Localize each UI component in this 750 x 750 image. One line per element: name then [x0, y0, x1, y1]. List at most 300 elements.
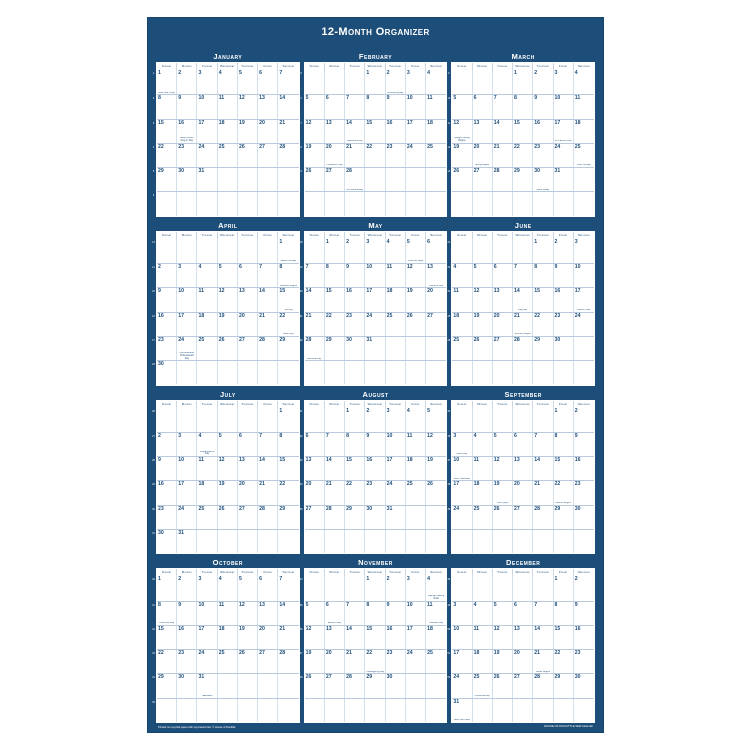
- day-cell[interactable]: [452, 313, 472, 336]
- day-cell[interactable]: [157, 95, 177, 118]
- day-cell[interactable]: [278, 264, 298, 287]
- day-cell[interactable]: [157, 408, 177, 432]
- day-cell[interactable]: [305, 408, 325, 432]
- day-cell[interactable]: [426, 408, 446, 432]
- day-cell[interactable]: [325, 530, 345, 553]
- day-cell[interactable]: [258, 457, 278, 480]
- day-cell[interactable]: [533, 313, 553, 336]
- day-cell[interactable]: [406, 699, 426, 722]
- day-cell[interactable]: [406, 337, 426, 360]
- day-cell[interactable]: [426, 457, 446, 480]
- day-cell[interactable]: [238, 192, 258, 215]
- day-cell[interactable]: [452, 433, 472, 456]
- day-cell[interactable]: [345, 239, 365, 263]
- day-cell[interactable]: [426, 361, 446, 384]
- day-cell[interactable]: [345, 361, 365, 384]
- day-cell[interactable]: [325, 120, 345, 143]
- day-cell[interactable]: [197, 144, 217, 167]
- day-cell[interactable]: [426, 626, 446, 649]
- day-cell[interactable]: [493, 408, 513, 432]
- day-cell[interactable]: [406, 650, 426, 673]
- day-cell[interactable]: [406, 530, 426, 553]
- day-cell[interactable]: [533, 144, 553, 167]
- day-cell[interactable]: [238, 144, 258, 167]
- day-cell[interactable]: [452, 408, 472, 432]
- day-cell[interactable]: [157, 70, 177, 94]
- day-cell[interactable]: [177, 433, 197, 456]
- day-cell[interactable]: [513, 481, 533, 504]
- day-cell[interactable]: [452, 699, 472, 722]
- day-cell[interactable]: [452, 576, 472, 600]
- day-cell[interactable]: [493, 288, 513, 311]
- day-cell[interactable]: [278, 457, 298, 480]
- day-cell[interactable]: [493, 626, 513, 649]
- day-cell[interactable]: [452, 626, 472, 649]
- day-cell[interactable]: [278, 192, 298, 215]
- day-cell[interactable]: [452, 120, 472, 143]
- day-cell[interactable]: [325, 699, 345, 722]
- day-cell[interactable]: [493, 699, 513, 722]
- day-cell[interactable]: [426, 192, 446, 215]
- day-cell[interactable]: [345, 95, 365, 118]
- day-cell[interactable]: [325, 192, 345, 215]
- day-cell[interactable]: [325, 264, 345, 287]
- day-cell[interactable]: [218, 576, 238, 600]
- day-cell[interactable]: [258, 95, 278, 118]
- day-cell[interactable]: [452, 95, 472, 118]
- day-cell[interactable]: [406, 506, 426, 529]
- day-cell[interactable]: [345, 457, 365, 480]
- day-cell[interactable]: [218, 120, 238, 143]
- day-cell[interactable]: [345, 408, 365, 432]
- day-cell[interactable]: [533, 288, 553, 311]
- day-cell[interactable]: [345, 337, 365, 360]
- day-cell[interactable]: [533, 481, 553, 504]
- day-cell[interactable]: [177, 288, 197, 311]
- day-cell[interactable]: [452, 70, 472, 94]
- day-cell[interactable]: [365, 699, 385, 722]
- day-cell[interactable]: [426, 95, 446, 118]
- day-cell[interactable]: [345, 192, 365, 215]
- day-cell[interactable]: [157, 120, 177, 143]
- day-cell[interactable]: [533, 530, 553, 553]
- day-cell[interactable]: [157, 602, 177, 625]
- day-cell[interactable]: [386, 192, 406, 215]
- day-cell[interactable]: [305, 361, 325, 384]
- day-cell[interactable]: [554, 192, 574, 215]
- day-cell[interactable]: [493, 457, 513, 480]
- day-cell[interactable]: [365, 674, 385, 697]
- day-cell[interactable]: [554, 506, 574, 529]
- day-cell[interactable]: [493, 650, 513, 673]
- day-cell[interactable]: [177, 192, 197, 215]
- day-cell[interactable]: [473, 264, 493, 287]
- day-cell[interactable]: [197, 699, 217, 722]
- day-cell[interactable]: [493, 530, 513, 553]
- day-cell[interactable]: [473, 530, 493, 553]
- day-cell[interactable]: [197, 530, 217, 553]
- day-cell[interactable]: [426, 506, 446, 529]
- day-cell[interactable]: [473, 433, 493, 456]
- day-cell[interactable]: [258, 576, 278, 600]
- day-cell[interactable]: [258, 626, 278, 649]
- day-cell[interactable]: [473, 144, 493, 167]
- day-cell[interactable]: [325, 337, 345, 360]
- day-cell[interactable]: [238, 650, 258, 673]
- day-cell[interactable]: [325, 481, 345, 504]
- day-cell[interactable]: [258, 288, 278, 311]
- day-cell[interactable]: [473, 650, 493, 673]
- day-cell[interactable]: [554, 120, 574, 143]
- day-cell[interactable]: [197, 337, 217, 360]
- day-cell[interactable]: [258, 433, 278, 456]
- day-cell[interactable]: [574, 95, 594, 118]
- day-cell[interactable]: [574, 337, 594, 360]
- day-cell[interactable]: [406, 192, 426, 215]
- day-cell[interactable]: [197, 239, 217, 263]
- day-cell[interactable]: [406, 239, 426, 263]
- day-cell[interactable]: [305, 602, 325, 625]
- day-cell[interactable]: [365, 361, 385, 384]
- day-cell[interactable]: [554, 650, 574, 673]
- day-cell[interactable]: [238, 408, 258, 432]
- day-cell[interactable]: [533, 506, 553, 529]
- day-cell[interactable]: [386, 626, 406, 649]
- day-cell[interactable]: [238, 264, 258, 287]
- day-cell[interactable]: [365, 650, 385, 673]
- day-cell[interactable]: [452, 288, 472, 311]
- day-cell[interactable]: [278, 506, 298, 529]
- day-cell[interactable]: [533, 457, 553, 480]
- day-cell[interactable]: [218, 506, 238, 529]
- day-cell[interactable]: [406, 70, 426, 94]
- day-cell[interactable]: [406, 457, 426, 480]
- day-cell[interactable]: [238, 361, 258, 384]
- day-cell[interactable]: [574, 481, 594, 504]
- day-cell[interactable]: [278, 650, 298, 673]
- day-cell[interactable]: [325, 576, 345, 600]
- day-cell[interactable]: [513, 288, 533, 311]
- day-cell[interactable]: [513, 530, 533, 553]
- day-cell[interactable]: [452, 530, 472, 553]
- day-cell[interactable]: [574, 408, 594, 432]
- day-cell[interactable]: [365, 408, 385, 432]
- day-cell[interactable]: [197, 95, 217, 118]
- day-cell[interactable]: [406, 674, 426, 697]
- day-cell[interactable]: [157, 626, 177, 649]
- day-cell[interactable]: [258, 674, 278, 697]
- day-cell[interactable]: [238, 70, 258, 94]
- day-cell[interactable]: [325, 361, 345, 384]
- day-cell[interactable]: [533, 674, 553, 697]
- day-cell[interactable]: [513, 457, 533, 480]
- day-cell[interactable]: [426, 288, 446, 311]
- day-cell[interactable]: [493, 95, 513, 118]
- day-cell[interactable]: [452, 361, 472, 384]
- day-cell[interactable]: [574, 144, 594, 167]
- day-cell[interactable]: [493, 70, 513, 94]
- day-cell[interactable]: [345, 699, 365, 722]
- day-cell[interactable]: [452, 264, 472, 287]
- day-cell[interactable]: [513, 674, 533, 697]
- day-cell[interactable]: [533, 433, 553, 456]
- day-cell[interactable]: [473, 699, 493, 722]
- day-cell[interactable]: [554, 602, 574, 625]
- day-cell[interactable]: [386, 288, 406, 311]
- day-cell[interactable]: [305, 239, 325, 263]
- day-cell[interactable]: [452, 144, 472, 167]
- day-cell[interactable]: [426, 313, 446, 336]
- day-cell[interactable]: [177, 95, 197, 118]
- day-cell[interactable]: [365, 168, 385, 191]
- day-cell[interactable]: [218, 626, 238, 649]
- day-cell[interactable]: [386, 433, 406, 456]
- day-cell[interactable]: [278, 70, 298, 94]
- day-cell[interactable]: [452, 192, 472, 215]
- day-cell[interactable]: [386, 530, 406, 553]
- day-cell[interactable]: [513, 602, 533, 625]
- day-cell[interactable]: [218, 408, 238, 432]
- day-cell[interactable]: [177, 576, 197, 600]
- day-cell[interactable]: [258, 361, 278, 384]
- day-cell[interactable]: [533, 120, 553, 143]
- day-cell[interactable]: [305, 530, 325, 553]
- day-cell[interactable]: [452, 602, 472, 625]
- day-cell[interactable]: [473, 239, 493, 263]
- day-cell[interactable]: [157, 361, 177, 384]
- day-cell[interactable]: [177, 408, 197, 432]
- day-cell[interactable]: [493, 264, 513, 287]
- day-cell[interactable]: [305, 168, 325, 191]
- day-cell[interactable]: [177, 530, 197, 553]
- day-cell[interactable]: [197, 650, 217, 673]
- day-cell[interactable]: [426, 144, 446, 167]
- day-cell[interactable]: [157, 168, 177, 191]
- day-cell[interactable]: [513, 120, 533, 143]
- day-cell[interactable]: [238, 576, 258, 600]
- day-cell[interactable]: [554, 361, 574, 384]
- day-cell[interactable]: [386, 650, 406, 673]
- day-cell[interactable]: [365, 506, 385, 529]
- day-cell[interactable]: [365, 239, 385, 263]
- day-cell[interactable]: [493, 674, 513, 697]
- day-cell[interactable]: [473, 313, 493, 336]
- day-cell[interactable]: [574, 70, 594, 94]
- day-cell[interactable]: [386, 361, 406, 384]
- day-cell[interactable]: [574, 120, 594, 143]
- day-cell[interactable]: [365, 264, 385, 287]
- day-cell[interactable]: [258, 650, 278, 673]
- day-cell[interactable]: [426, 699, 446, 722]
- day-cell[interactable]: [218, 264, 238, 287]
- day-cell[interactable]: [513, 433, 533, 456]
- day-cell[interactable]: [218, 239, 238, 263]
- day-cell[interactable]: [218, 361, 238, 384]
- day-cell[interactable]: [218, 313, 238, 336]
- day-cell[interactable]: [278, 361, 298, 384]
- day-cell[interactable]: [452, 650, 472, 673]
- day-cell[interactable]: [218, 144, 238, 167]
- day-cell[interactable]: [406, 264, 426, 287]
- day-cell[interactable]: [305, 674, 325, 697]
- day-cell[interactable]: [157, 457, 177, 480]
- day-cell[interactable]: [305, 457, 325, 480]
- day-cell[interactable]: [513, 192, 533, 215]
- day-cell[interactable]: [493, 313, 513, 336]
- day-cell[interactable]: [554, 457, 574, 480]
- day-cell[interactable]: [554, 144, 574, 167]
- day-cell[interactable]: [406, 433, 426, 456]
- day-cell[interactable]: [278, 408, 298, 432]
- day-cell[interactable]: [513, 313, 533, 336]
- day-cell[interactable]: [365, 576, 385, 600]
- day-cell[interactable]: [574, 506, 594, 529]
- day-cell[interactable]: [238, 530, 258, 553]
- day-cell[interactable]: [258, 192, 278, 215]
- day-cell[interactable]: [452, 457, 472, 480]
- day-cell[interactable]: [554, 433, 574, 456]
- day-cell[interactable]: [426, 530, 446, 553]
- day-cell[interactable]: [513, 506, 533, 529]
- day-cell[interactable]: [325, 239, 345, 263]
- day-cell[interactable]: [554, 239, 574, 263]
- day-cell[interactable]: [574, 674, 594, 697]
- day-cell[interactable]: [574, 650, 594, 673]
- day-cell[interactable]: [473, 95, 493, 118]
- day-cell[interactable]: [513, 699, 533, 722]
- day-cell[interactable]: [493, 481, 513, 504]
- day-cell[interactable]: [157, 481, 177, 504]
- day-cell[interactable]: [218, 650, 238, 673]
- day-cell[interactable]: [426, 674, 446, 697]
- day-cell[interactable]: [258, 144, 278, 167]
- day-cell[interactable]: [177, 699, 197, 722]
- day-cell[interactable]: [473, 457, 493, 480]
- day-cell[interactable]: [197, 70, 217, 94]
- day-cell[interactable]: [218, 288, 238, 311]
- day-cell[interactable]: [473, 192, 493, 215]
- day-cell[interactable]: [177, 144, 197, 167]
- day-cell[interactable]: [386, 120, 406, 143]
- day-cell[interactable]: [473, 120, 493, 143]
- day-cell[interactable]: [365, 144, 385, 167]
- day-cell[interactable]: [197, 506, 217, 529]
- day-cell[interactable]: [238, 288, 258, 311]
- day-cell[interactable]: [278, 144, 298, 167]
- day-cell[interactable]: [197, 288, 217, 311]
- day-cell[interactable]: [365, 313, 385, 336]
- day-cell[interactable]: [258, 264, 278, 287]
- day-cell[interactable]: [554, 530, 574, 553]
- day-cell[interactable]: [258, 313, 278, 336]
- day-cell[interactable]: [157, 530, 177, 553]
- day-cell[interactable]: [157, 433, 177, 456]
- day-cell[interactable]: [345, 481, 365, 504]
- day-cell[interactable]: [345, 168, 365, 191]
- day-cell[interactable]: [177, 313, 197, 336]
- day-cell[interactable]: [574, 602, 594, 625]
- day-cell[interactable]: [473, 288, 493, 311]
- day-cell[interactable]: [574, 433, 594, 456]
- day-cell[interactable]: [305, 650, 325, 673]
- day-cell[interactable]: [473, 602, 493, 625]
- day-cell[interactable]: [157, 288, 177, 311]
- day-cell[interactable]: [197, 602, 217, 625]
- day-cell[interactable]: [345, 313, 365, 336]
- day-cell[interactable]: [574, 239, 594, 263]
- day-cell[interactable]: [238, 506, 258, 529]
- day-cell[interactable]: [258, 120, 278, 143]
- day-cell[interactable]: [238, 481, 258, 504]
- day-cell[interactable]: [325, 650, 345, 673]
- day-cell[interactable]: [345, 433, 365, 456]
- day-cell[interactable]: [238, 239, 258, 263]
- day-cell[interactable]: [278, 239, 298, 263]
- day-cell[interactable]: [493, 120, 513, 143]
- day-cell[interactable]: [238, 699, 258, 722]
- day-cell[interactable]: [365, 288, 385, 311]
- day-cell[interactable]: [238, 457, 258, 480]
- day-cell[interactable]: [365, 530, 385, 553]
- day-cell[interactable]: [473, 361, 493, 384]
- day-cell[interactable]: [197, 120, 217, 143]
- day-cell[interactable]: [533, 168, 553, 191]
- day-cell[interactable]: [157, 650, 177, 673]
- day-cell[interactable]: [325, 313, 345, 336]
- day-cell[interactable]: [426, 70, 446, 94]
- day-cell[interactable]: [157, 699, 177, 722]
- day-cell[interactable]: [533, 192, 553, 215]
- day-cell[interactable]: [305, 626, 325, 649]
- day-cell[interactable]: [386, 408, 406, 432]
- day-cell[interactable]: [218, 602, 238, 625]
- day-cell[interactable]: [513, 239, 533, 263]
- day-cell[interactable]: [305, 313, 325, 336]
- day-cell[interactable]: [554, 576, 574, 600]
- day-cell[interactable]: [278, 530, 298, 553]
- day-cell[interactable]: [258, 530, 278, 553]
- day-cell[interactable]: [452, 481, 472, 504]
- day-cell[interactable]: [406, 313, 426, 336]
- day-cell[interactable]: [325, 408, 345, 432]
- day-cell[interactable]: [493, 602, 513, 625]
- day-cell[interactable]: [305, 264, 325, 287]
- day-cell[interactable]: [493, 192, 513, 215]
- day-cell[interactable]: [574, 313, 594, 336]
- day-cell[interactable]: [177, 239, 197, 263]
- day-cell[interactable]: [278, 168, 298, 191]
- day-cell[interactable]: [493, 506, 513, 529]
- day-cell[interactable]: [533, 239, 553, 263]
- day-cell[interactable]: [554, 168, 574, 191]
- day-cell[interactable]: [406, 481, 426, 504]
- day-cell[interactable]: [473, 70, 493, 94]
- day-cell[interactable]: [473, 674, 493, 697]
- day-cell[interactable]: [278, 288, 298, 311]
- day-cell[interactable]: [177, 120, 197, 143]
- day-cell[interactable]: [426, 650, 446, 673]
- day-cell[interactable]: [305, 192, 325, 215]
- day-cell[interactable]: [197, 192, 217, 215]
- day-cell[interactable]: [197, 433, 217, 456]
- day-cell[interactable]: [554, 288, 574, 311]
- day-cell[interactable]: [157, 264, 177, 287]
- day-cell[interactable]: [258, 481, 278, 504]
- day-cell[interactable]: [574, 530, 594, 553]
- day-cell[interactable]: [345, 120, 365, 143]
- day-cell[interactable]: [325, 457, 345, 480]
- day-cell[interactable]: [533, 626, 553, 649]
